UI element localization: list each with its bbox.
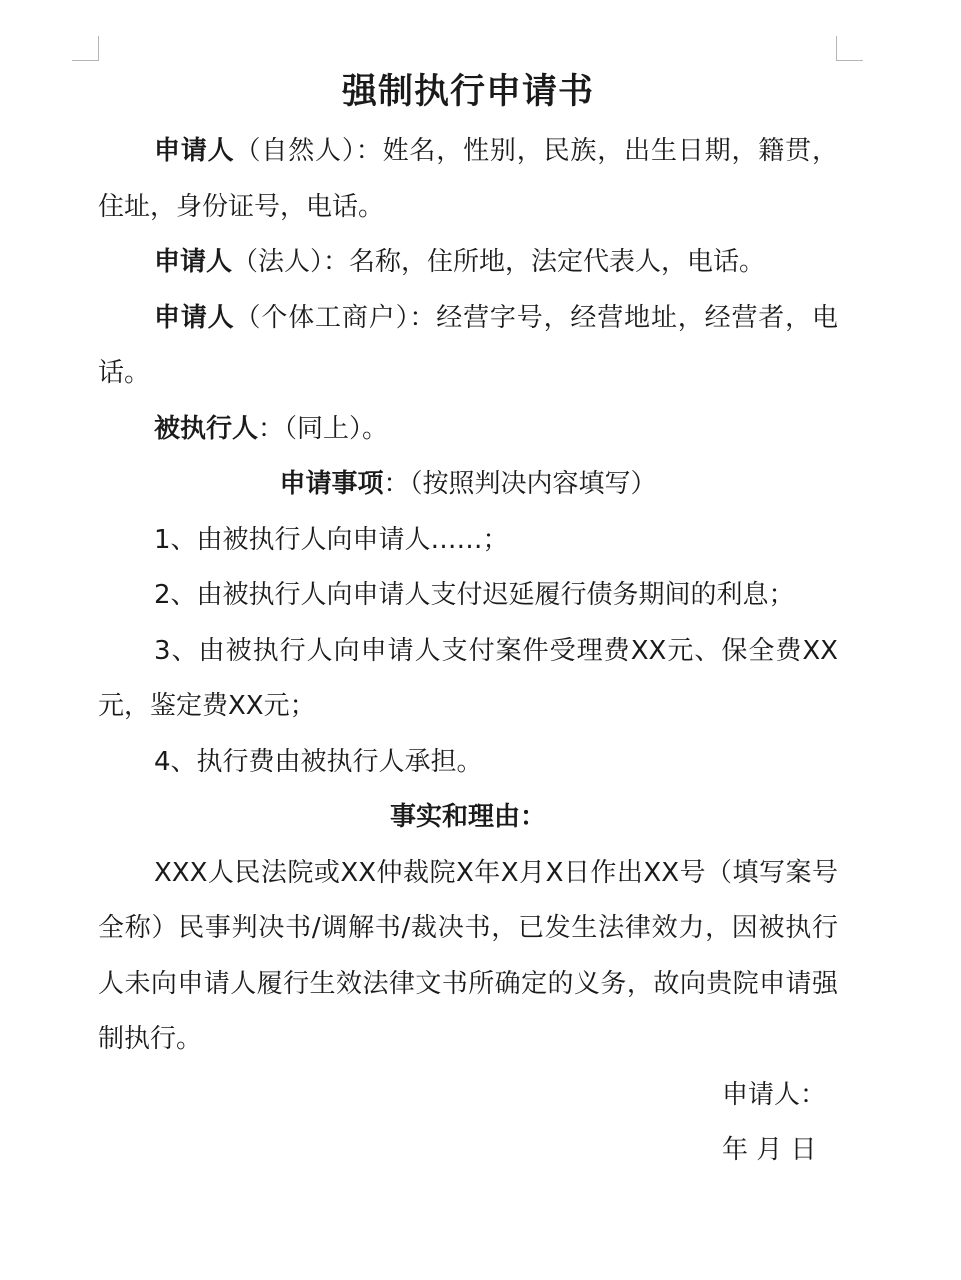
applicant-legal-paragraph bbox=[98, 235, 838, 291]
applicant-legal-text: （法人）：名称，住所地，法定代表人，电话。 bbox=[232, 247, 766, 277]
request-items-label: 申请事项 bbox=[279, 469, 384, 499]
applicant-legal-label: 申请人 bbox=[154, 247, 233, 277]
page-corner-mark-top-left bbox=[72, 36, 99, 61]
facts-heading: 事实和理由： bbox=[389, 802, 546, 832]
respondent-paragraph bbox=[98, 402, 838, 458]
applicant-natural-label: 申请人 bbox=[154, 136, 235, 166]
request-item-1: 1、由被执行人向申请人……； bbox=[154, 524, 509, 555]
respondent-label: 被执行人 bbox=[154, 413, 259, 444]
applicant-natural-paragraph bbox=[98, 124, 838, 235]
request-items-note: ：（按照判决内容填写） bbox=[383, 469, 657, 499]
facts-paragraph: XXX人民法院或XX仲裁院X年X月X日作出XX号（填写案号全称）民事判决书/调解书/裁决书，已发生法律效力，因被执行人未向申请人履行生效法律文书所确定的义务，故向贵院申请强制执行。 bbox=[98, 857, 838, 1054]
request-items-heading bbox=[98, 457, 838, 513]
request-item-3: 3、由被执行人向申请人支付案件受理费XX元、保全费XX元，鉴定费XX元； bbox=[98, 635, 838, 721]
request-item-4: 4、执行费由被执行人承担。 bbox=[154, 746, 483, 777]
document-title: 强制执行申请书 bbox=[341, 72, 594, 112]
applicant-natural-text: （自然人）：姓名，性别，民族，出生日期，籍贯，住址，身份证号，电话。 bbox=[98, 136, 838, 222]
signature-applicant: 申请人： bbox=[722, 1079, 827, 1110]
document-page bbox=[98, 60, 838, 1179]
applicant-individual-label: 申请人 bbox=[154, 302, 235, 333]
applicant-individual-paragraph bbox=[98, 291, 838, 402]
page-corner-mark-top-right bbox=[836, 36, 863, 61]
request-item-2: 2、由被执行人向申请人支付迟延履行债务期间的利息； bbox=[154, 580, 795, 610]
signature-date: 年 月 日 bbox=[722, 1135, 817, 1165]
respondent-text: ：（同上）。 bbox=[258, 413, 389, 444]
applicant-individual-text: （个体工商户）：经营字号，经营地址，经营者，电话。 bbox=[98, 302, 838, 388]
